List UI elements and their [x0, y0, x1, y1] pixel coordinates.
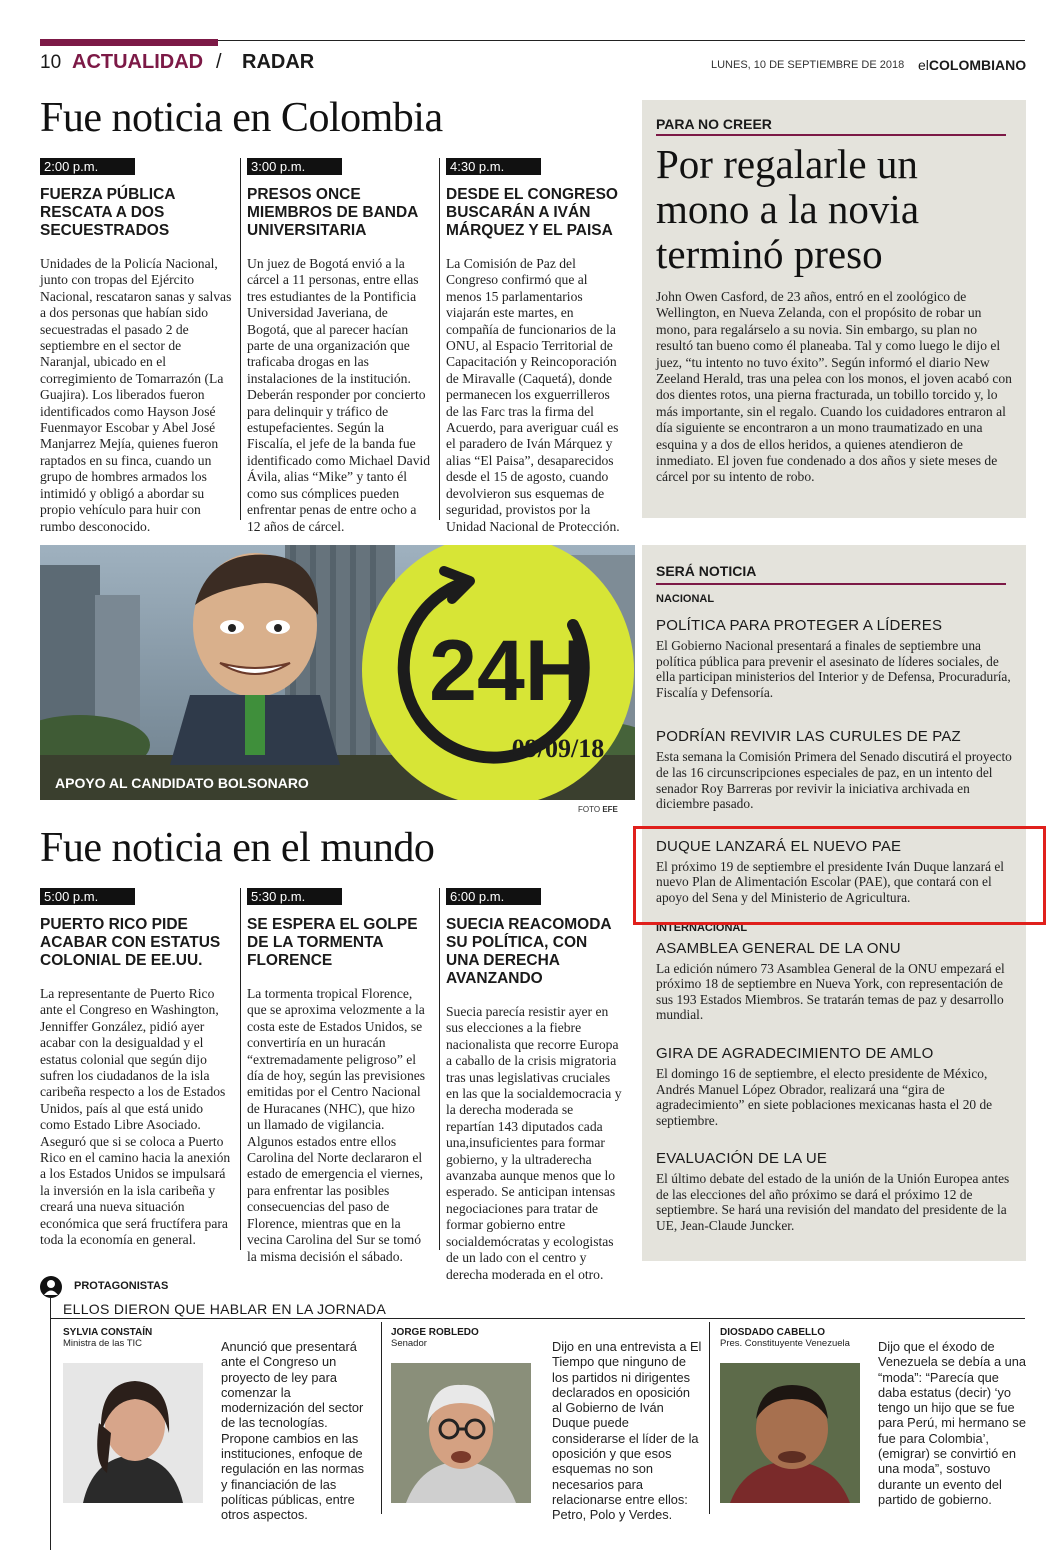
sera-noticia-body: El próximo 19 de septiembre el presidente Iván Duque lanzará el nuevo Plan de Alimentación Escolar (PAE), que contará con el apoyo del Sena y del Ministerio de Agricultura.: [656, 858, 1005, 905]
protagonist-card: [391, 1327, 702, 1523]
protagonistas-label: PROTAGONISTAS: [74, 1280, 169, 1292]
badge-24h-text: 24H: [429, 623, 587, 719]
sera-noticia-body: El último debate del estado de la unión de la Unión Europea antes de las elecciones del año próximo se dará el próximo 12 de septiembre. Se hará una revisión del mandato del presidente de la UE, Jean-Claude Juncker.: [656, 1171, 1010, 1234]
person-icon: [40, 1276, 62, 1298]
news-headline: PUERTO RICO PIDE ACABAR CON ESTATUS COLONIAL DE EE.UU.: [40, 916, 221, 969]
news-body: La representante de Puerto Rico ante el Congreso en Washington, Jenniffer González, pidió ayer acabar con la desigualdad y el estatus colonial que según dijo sufren los ciudadanos de la isla caribeña respecto a los de Estados Unidos, país al que está unido como Estado Libre Asociado. Aseguró que si se coloca a Puerto Rico en el camino hacia la anexión a los Estados Unidos se impulsará la inversión en la isla caribeña y creará una nueva situación económica que será fructífera para toda la economía en general.: [40, 986, 231, 1248]
time-tab: 4:30 p.m.: [446, 158, 541, 175]
mundo-section-title: Fue noticia en el mundo: [40, 825, 435, 871]
24h-badge: [358, 545, 635, 800]
person-photo: [391, 1363, 531, 1503]
sera-noticia-item: [656, 617, 1012, 700]
protagonistas-rule-vertical: [50, 1298, 51, 1550]
protagonistas-subtitle: ELLOS DIERON QUE HABLAR EN LA JORNADA: [63, 1301, 387, 1317]
person-role: Ministra de las TIC: [63, 1338, 143, 1349]
nacional-label: NACIONAL: [656, 593, 715, 605]
time-tab: 6:00 p.m.: [446, 888, 541, 905]
internacional-label: INTERNACIONAL: [656, 921, 748, 934]
sera-noticia-body: Esta semana la Comisión Primera del Senado discutirá el proyecto de las 16 circunscripciones especiales de paz, en un intento del senador Roy Barreras por revivir la iniciativa archivada en diciembre pasado.: [656, 749, 1012, 812]
issue-date: LUNES, 10 DE SEPTIEMBRE DE 2018: [711, 59, 905, 71]
colombia-section-title: Fue noticia en Colombia: [40, 95, 443, 141]
person-name: JORGE ROBLEDO: [391, 1327, 479, 1338]
sera-noticia-item: [656, 940, 1012, 1023]
news-body: Unidades de la Policía Nacional, junto con tropas del Ejército Nacional, rescataron sanas y salvas a dos personas que habían sido secuestradas el pasado 2 de septiembre en el sector de Naranjal, ubicado en el corregimiento de Tomarrazón (La Guajira). Los liberados fueron identificados como Hayson José Fuenmayor Escobar y Abel José Manjarrez Mejía, quienes fueron raptados en su finca, cuando un grupo de hombres armados los intimidó y obligó a abordar su propio vehículo para huir con rumbo desconocido.: [40, 256, 232, 534]
news-headline: SUECIA REACOMODA SU POLÍTICA, CON UNA DERECHA AVANZANDO: [446, 916, 612, 987]
sera-noticia-body: El domingo 16 de septiembre, el electo presidente de México, Andrés Manuel López Obrador, realizará una “gira de agradecimiento” en siete poblaciones mexicanas hasta el 20 de septiembre.: [656, 1065, 993, 1128]
person-name: DIOSDADO CABELLO: [720, 1327, 825, 1338]
credit-prefix: FOTO: [578, 805, 601, 814]
news-headline: PRESOS ONCE MIEMBROS DE BANDA UNIVERSITARIA: [247, 186, 418, 239]
sera-noticia-item: [656, 1045, 1012, 1128]
box-accent-rule: [656, 583, 1006, 585]
photo-credit: [578, 805, 618, 814]
person-quote: Anunció que presentará ante el Congreso un proyecto de ley para comenzar la modernización del sector de las tecnologías. Propone cambios en las instituciones, enfoque de regulación en las normas y financiación de las políticas públicas, entre otros aspectos.: [221, 1339, 364, 1523]
news-body: La tormenta tropical Florence, que se aproxima velozmente a la costa este de Estados Unidos, se convertiría en un huracán “extremadamente peligroso” el día de hoy, según las previsiones emitidas por el Centro Nacional de Huracanes (NHC), que hizo un llamado de vigilancia. Algunos estados entre ellos Carolina del Norte declararon el estado de emergencia el viernes, para enfrentar las posibles consecuencias del paso de Florence, mientras que en la vecina Carolina del Sur se tomó la misma decisión el sábado.: [247, 986, 426, 1264]
sera-noticia-headline: GIRA DE AGRADECIMIENTO DE AMLO: [656, 1044, 934, 1062]
person-photo: [63, 1363, 203, 1503]
time-tab: 2:00 p.m.: [40, 158, 135, 175]
protagonist-card: [720, 1327, 1027, 1507]
sera-noticia-item: [656, 728, 1012, 811]
box-label: PARA NO CREER: [656, 116, 772, 132]
sera-noticia-headline: POLÍTICA PARA PROTEGER A LÍDERES: [656, 617, 943, 634]
person-name: SYLVIA CONSTAÍN: [63, 1327, 153, 1338]
person-quote: Dijo que el éxodo de Venezuela se debía a una “moda”: “Parecía que daba estatus (decir) ‘yo tengo un hijo que se fue para Perú, mi hermano se fue para Colombia’, (emigrar) se convirtió en una moda”, sostuvo durante un evento del partido de gobierno.: [878, 1339, 1027, 1507]
person-photo: [720, 1363, 860, 1503]
card-separator: [381, 1322, 382, 1514]
time-tab: 5:00 p.m.: [40, 888, 135, 905]
card-separator: [709, 1322, 710, 1514]
badge-date: 09/09/18: [511, 734, 605, 763]
news-column: [240, 158, 440, 534]
brand-prefix: el: [918, 57, 929, 73]
highlight-frame: [633, 826, 1046, 925]
news-headline: SE ESPERA EL GOLPE DE LA TORMENTA FLORENCE: [247, 916, 418, 969]
time-tab: 5:30 p.m.: [247, 888, 342, 905]
news-body: La Comisión de Paz del Congreso confirmó que al menos 15 parlamentarios viajarán este martes, en compañía de funcionarios de la ONU, al Espacio Territorial de Capacitación y Reincoporación de Miravalle (Caquetá), donde permanecen los exguerrilleros de las Farc tras la firma del Acuerdo, para averiguar cuál es el paradero de Iván Márquez y alias “El Paisa”, desaparecidos desde el 15 de agosto, cuando devolvieron sus esquemas de seguridad, provistos por la Unidad Nacional de Protección.: [446, 256, 620, 534]
news-column: [240, 888, 440, 1264]
colombia-news-row: [40, 158, 630, 534]
news-column: [40, 158, 240, 534]
newspaper-brand: [918, 57, 1026, 73]
protagonist-card: [63, 1327, 373, 1523]
box-accent-rule: [656, 134, 1006, 136]
sera-noticia-headline: EVALUACIÓN DE LA UE: [656, 1150, 828, 1168]
section-separator: /: [216, 51, 222, 73]
subsection-name: RADAR: [242, 51, 315, 73]
news-photo: [40, 545, 635, 800]
credit-source: EFE: [602, 805, 618, 814]
sera-noticia-item: [656, 1150, 1012, 1233]
section-name: ACTUALIDAD: [72, 51, 204, 73]
news-body: Un juez de Bogotá envió a la cárcel a 11 personas, entre ellas tres estudiantes de la Pontificia Universidad Javeriana, de Bogotá, que al parecer hacían parte de una organización que traficaba drogas en las instalaciones de la institución. Deberán responder por concierto para delinquir y tráfico de estupefacientes. Según la Fiscalía, el jefe de la banda fue identificado como Michael David Ávila, alias “Mike” y tanto él como sus cómplices pueden enfrentar penas de entre ocho a 12 años de cárcel.: [247, 256, 431, 534]
sera-noticia-headline: DUQUE LANZARÁ EL NUEVO PAE: [656, 837, 902, 855]
news-column: [440, 158, 630, 534]
box-label: SERÁ NOTICIA: [656, 563, 757, 579]
sera-noticia-headline: ASAMBLEA GENERAL DE LA ONU: [656, 939, 901, 957]
top-rule: [40, 40, 1025, 41]
person-role: Pres. Constituyente Venezuela: [720, 1338, 850, 1349]
photo-caption: APOYO AL CANDIDATO BOLSONARO: [55, 775, 309, 791]
news-column: [40, 888, 240, 1250]
protagonistas-rule: [50, 1318, 1025, 1319]
news-column: [440, 888, 630, 1282]
para-no-creer-body: John Owen Casford, de 23 años, entró en el zoológico de Wellington, en Nueva Zelanda, con el propósito de robar un mono, para regalárselo a su novia. Sin embargo, su plan no resultó tan bueno como él planeaba. Tal y como luego le dijo el juez, “tu intento no tuvo éxito”. Según informó el diario New Zeeland Herald, tras una pelea con los monos, el joven acabó con dos dientes rotos, una pierna fracturada, un tobillo torcido y, lo más importante, sin el regalo. Cuando los cuidadores entraron al día siguiente se encontraron a un mono traumatizado en una esquina y a dos de ellos heridos, a quienes atendieron de inmediato. El joven fue condenado a dos años y siete meses de cárcel por su intento de robo.: [656, 289, 1012, 485]
person-role: Senador: [391, 1338, 427, 1349]
page-number: 10: [40, 52, 62, 73]
para-no-creer-box: [642, 100, 1026, 518]
sera-noticia-headline: PODRÍAN REVIVIR LAS CURULES DE PAZ: [656, 728, 961, 746]
news-headline: FUERZA PÚBLICA RESCATA A DOS SECUESTRADOS: [40, 186, 175, 239]
sera-noticia-body: El Gobierno Nacional presentará a finales de septiembre una política pública para prevenir el asesinato de líderes sociales, de ella participan ministerios del Interior y de Defensa, Procuraduría, Fiscalía y Defensoría.: [656, 638, 1011, 700]
person-quote: Dijo en una entrevista a El Tiempo que ninguno de los partidos ni dirigentes declarados en oposición al Gobierno de Iván Duque puede considerarse el líder de la oposición y que esos esquemas no son necesarios para relacionarse entre ellos: Petro, Polo y Verdes.: [552, 1339, 702, 1523]
mundo-news-row: [40, 888, 630, 1282]
news-body: Suecia parecía resistir ayer en sus elecciones a la fiebre nacionalista que recorre Europa a caballo de la crisis migratoria tras unas legislativas cruciales en las que la socialdemocracia y la derecha moderada se repartían 143 diputados cada una,insuficientes para formar gobierno, y la ultraderecha avanzaba aunque menos que lo esperado. Se anticipan intensas negociaciones para tratar de formar gobierno entre socialdemócratas y ecologistas de un lado con el centro y derecha moderada en el otro.: [446, 1004, 622, 1282]
brand-name: COLOMBIANO: [928, 57, 1027, 73]
sera-noticia-body: La edición número 73 Asamblea General de la ONU empezará el próximo 18 de septiembre en Nueva York, con representación de sus 193 Estados Miembros. Se tratarán temas de paz y desarrollo mundial.: [656, 960, 1005, 1023]
section-accent-bar: [40, 39, 218, 46]
time-tab: 3:00 p.m.: [247, 158, 342, 175]
para-no-creer-title: Por regalarle un mono a la novia terminó preso: [656, 141, 920, 277]
news-headline: DESDE EL CONGRESO BUSCARÁN A IVÁN MÁRQUEZ Y EL PAISA: [446, 186, 618, 239]
